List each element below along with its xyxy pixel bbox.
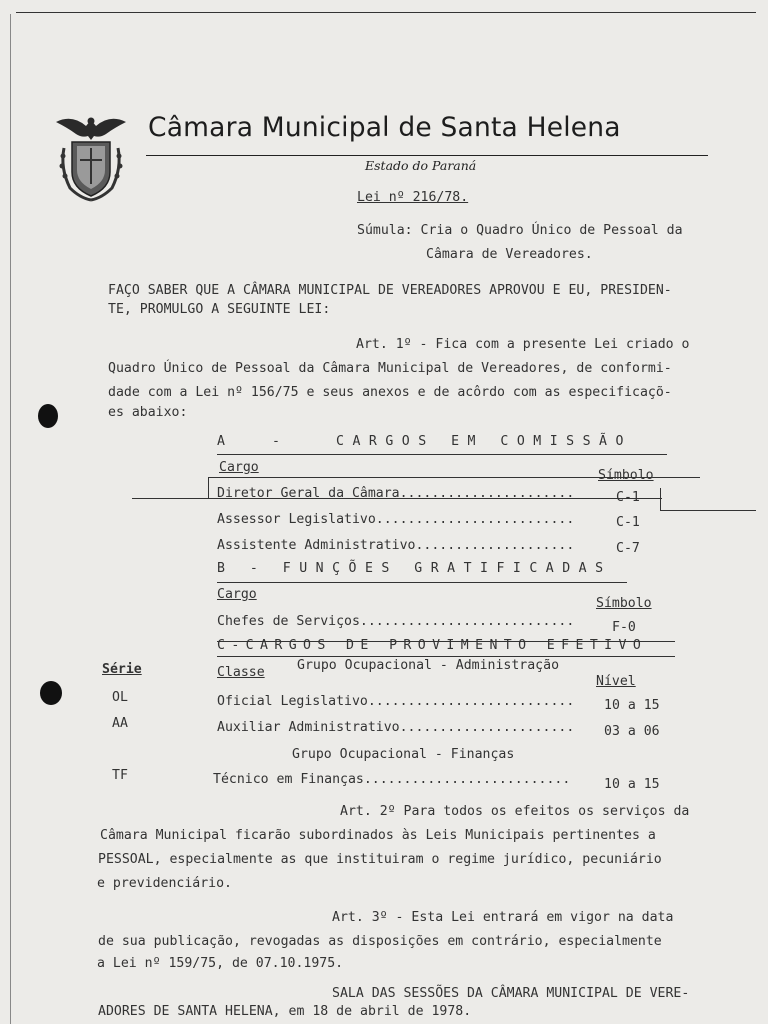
page-title: Câmara Municipal de Santa Helena bbox=[148, 112, 621, 143]
title-underline bbox=[146, 155, 708, 156]
coat-of-arms-icon bbox=[52, 112, 130, 202]
table-row: Auxiliar Administrativo...................... bbox=[217, 720, 575, 735]
table-row: Técnico em Finanças.......................... bbox=[213, 772, 571, 787]
closing-line-1: SALA DAS SESSÕES DA CÂMARA MUNICIPAL DE VERE- bbox=[332, 986, 690, 1001]
section-c-title-rule bbox=[217, 641, 675, 642]
preamble-line-2: TE, PROMULGO A SEGUINTE LEI: bbox=[108, 302, 331, 317]
section-a-col-cargo: Cargo bbox=[219, 460, 259, 475]
table-row-symbol: C-7 bbox=[616, 541, 640, 556]
section-a-title-rule bbox=[217, 454, 667, 455]
table-rule bbox=[208, 477, 700, 478]
table-border bbox=[208, 477, 209, 499]
section-a-title: CARGOS EM COMISSÃO bbox=[336, 434, 632, 449]
art1-line-3: dade com a Lei nº 156/75 e seus anexos e de acôrdo com as especificaçõ- bbox=[108, 385, 672, 400]
table-row-nivel: 10 a 15 bbox=[604, 698, 660, 713]
table-rule bbox=[132, 498, 662, 499]
summary-text-1: Cria o Quadro Único de Pessoal da bbox=[420, 223, 683, 238]
table-row-serie: TF bbox=[112, 768, 128, 783]
section-b-col-cargo: Cargo bbox=[217, 587, 257, 602]
section-c-title-rule bbox=[217, 656, 675, 657]
law-number: Lei nº 216/78. bbox=[357, 190, 469, 205]
binder-hole-icon bbox=[40, 681, 62, 705]
summary-line-2: Câmara de Vereadores. bbox=[426, 247, 593, 262]
table-row-serie: AA bbox=[112, 716, 128, 731]
section-b-title: B - FUNÇÕES GRATIFICADAS bbox=[217, 561, 612, 576]
art2-line-2: Câmara Municipal ficarão subordinados às Leis Municipais pertinentes a bbox=[100, 828, 656, 843]
art1-line-2: Quadro Único de Pessoal da Câmara Municipal de Vereadores, de conformi- bbox=[108, 361, 672, 376]
preamble-line-1: FAÇO SABER QUE A CÂMARA MUNICIPAL DE VEREADORES APROVOU E EU, PRESIDEN- bbox=[108, 283, 672, 298]
art2-line-1: Art. 2º Para todos os efeitos os serviços da bbox=[340, 804, 690, 819]
section-c-col-nivel: Nível bbox=[596, 674, 636, 689]
art2-line-4: e previdenciário. bbox=[97, 876, 232, 891]
section-b-title-rule bbox=[217, 582, 627, 583]
section-a-col-simbolo: Símbolo bbox=[598, 468, 654, 483]
left-margin-line bbox=[10, 14, 11, 1024]
table-row: Oficial Legislativo.......................... bbox=[217, 694, 575, 709]
section-a-letter: A bbox=[217, 434, 225, 449]
table-border bbox=[660, 488, 661, 510]
group-financas: Grupo Ocupacional - Finanças bbox=[292, 747, 515, 762]
section-c-col-classe: Classe bbox=[217, 665, 265, 680]
section-b-col-simbolo: Símbolo bbox=[596, 596, 652, 611]
summary-line-1 bbox=[357, 223, 683, 238]
group-administracao: Grupo Ocupacional - Administração bbox=[297, 658, 560, 673]
art3-line-1: Art. 3º - Esta Lei entrará em vigor na data bbox=[332, 910, 674, 925]
art3-line-2: de sua publicação, revogadas as disposições em contrário, especialmente bbox=[98, 934, 662, 949]
table-row: Diretor Geral da Câmara...................... bbox=[217, 486, 575, 501]
table-row-nivel: 03 a 06 bbox=[604, 724, 660, 739]
top-border-line bbox=[16, 12, 756, 13]
table-row: Chefes de Serviços........................... bbox=[217, 614, 575, 629]
table-row-serie: OL bbox=[112, 690, 128, 705]
table-row-symbol: C-1 bbox=[616, 490, 640, 505]
table-row-symbol: F-0 bbox=[612, 620, 636, 635]
binder-hole-icon bbox=[38, 404, 58, 428]
table-row: Assistente Administrativo.................... bbox=[217, 538, 575, 553]
section-c-col-serie: Série bbox=[102, 662, 142, 677]
art1-line-1: Art. 1º - Fica com a presente Lei criado o bbox=[356, 337, 690, 352]
section-a-dash: - bbox=[272, 434, 280, 449]
state-subtitle: Estado do Paraná bbox=[365, 158, 477, 173]
table-row-symbol: C-1 bbox=[616, 515, 640, 530]
section-c-title: C-CARGOS DE PROVIMENTO EFETIVO bbox=[217, 638, 648, 653]
table-rule bbox=[660, 510, 756, 511]
summary-label: Súmula: bbox=[357, 223, 413, 238]
closing-line-2: ADORES DE SANTA HELENA, em 18 de abril de 1978. bbox=[98, 1004, 472, 1019]
table-row-nivel: 10 a 15 bbox=[604, 777, 660, 792]
art1-line-4: es abaixo: bbox=[108, 405, 188, 420]
art2-line-3: PESSOAL, especialmente as que instituiram o regime jurídico, pecuniário bbox=[98, 852, 662, 867]
table-row: Assessor Legislativo......................... bbox=[217, 512, 575, 527]
art3-line-3: a Lei nº 159/75, de 07.10.1975. bbox=[97, 956, 344, 971]
